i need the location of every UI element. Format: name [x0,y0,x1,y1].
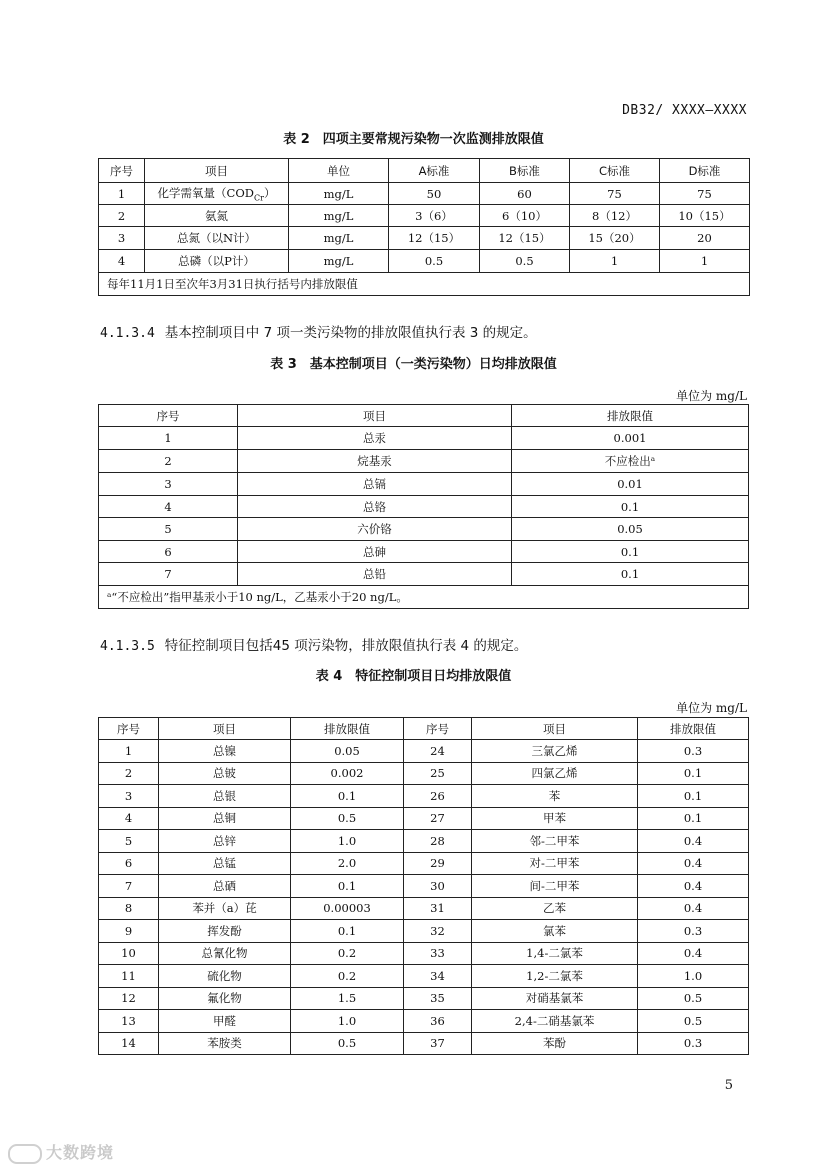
cell: 0.1 [512,541,749,563]
table4-caption: 表 4 特征控制项目日均排放限值 [315,669,512,684]
table4 [98,717,749,1055]
cell: 32 [404,920,472,943]
cell: mg/L [289,183,389,205]
cell: 2 [99,762,159,785]
table-row [99,942,749,965]
cell-item: 苯并（a）芘 [159,897,291,920]
cell: 0.3 [638,920,749,943]
cell: 0.1 [291,785,404,808]
cell: 24 [404,740,472,763]
table3-unit: 单位为 mg/L [676,389,747,403]
cell: 0.01 [512,473,749,496]
cell-item: 四氯乙烯 [472,762,638,785]
cell: 26 [404,785,472,808]
table2-header: 单位 [289,159,389,183]
table2-header: D标准 [660,159,750,183]
cell-item: 甲苯 [472,807,638,830]
clause-text: 基本控制项目中 7 项一类污染物的排放限值执行表 3 的规定。 [164,325,537,341]
cell: mg/L [289,227,389,250]
cell: 0.4 [638,897,749,920]
cell: mg/L [289,205,389,227]
table2 [98,158,750,296]
cell-item: 总银 [159,785,291,808]
table-row [99,740,749,763]
cell-item: 总铅 [238,563,512,586]
cell: 3 [99,785,159,808]
cell: 0.05 [291,740,404,763]
cell: 1.5 [291,987,404,1010]
cell-item: 总铜 [159,807,291,830]
cell: 0.5 [291,807,404,830]
table3-note-row [99,586,749,609]
table4-header: 排放限值 [638,718,749,740]
cell-item: 总氮（以N计） [145,227,289,250]
cell: 29 [404,852,472,875]
cell-item: 总镉 [238,473,512,496]
table2-note-row [99,273,750,296]
cell: 1.0 [291,1010,404,1033]
table-row [99,563,749,586]
cell: 31 [404,897,472,920]
table-row [99,852,749,875]
cell: 0.00003 [291,897,404,920]
table4-header-row [99,718,749,740]
table-row [99,1032,749,1055]
cell-item: 对-二甲苯 [472,852,638,875]
cell: 7 [99,875,159,898]
table-row [99,785,749,808]
cell: 12（15） [389,227,480,250]
table-row [99,427,749,450]
cell: 0.4 [638,875,749,898]
table2-header: 序号 [99,159,145,183]
cell: 36 [404,1010,472,1033]
cell: 7 [99,563,238,586]
cell-item: 乙苯 [472,897,638,920]
table2-caption: 表 2 四项主要常规污染物一次监测排放限值 [283,132,544,147]
cell: 25 [404,762,472,785]
cell: 75 [570,183,660,205]
clause-number: 4.1.3.5 [100,639,155,654]
cell: 不应检出ᵃ [512,450,749,473]
table3-header: 序号 [99,405,238,427]
table2-header: 项目 [145,159,289,183]
cell: 0.5 [291,1032,404,1055]
cell: 30 [404,875,472,898]
cell: 0.5 [638,1010,749,1033]
cell-item: 总汞 [238,427,512,450]
cell: 3 [99,473,238,496]
cell: 4 [99,807,159,830]
cell: 20 [660,227,750,250]
cell: 0.3 [638,740,749,763]
clause-text: 特征控制项目包括45 项污染物，排放限值执行表 4 的规定。 [164,638,528,654]
table4-body [99,740,749,1055]
table-row [99,183,750,205]
cell: 3（6） [389,205,480,227]
cell: 1 [99,740,159,763]
cell-item: 硫化物 [159,965,291,988]
table-row [99,473,749,496]
cell: 3 [99,227,145,250]
cell: 12（15） [480,227,570,250]
clause-4-1-3-5 [100,634,527,654]
document-code: DB32/ XXXX—XXXX [622,103,747,118]
cell: 35 [404,987,472,1010]
table-row [99,897,749,920]
cell: 60 [480,183,570,205]
table2-header: A标准 [389,159,480,183]
cell-item: 氟化物 [159,987,291,1010]
table-row [99,1010,749,1033]
table3-header: 项目 [238,405,512,427]
cell: 0.1 [638,762,749,785]
cell: 4 [99,496,238,518]
cell: 10（15） [660,205,750,227]
cell-item: 总锌 [159,830,291,853]
cell-item: 1,2-二氯苯 [472,965,638,988]
cell-item: 总铬 [238,496,512,518]
cell-item: 总铍 [159,762,291,785]
cell: 0.05 [512,518,749,541]
table-row [99,830,749,853]
table4-unit: 单位为 mg/L [676,701,747,715]
table4-header: 序号 [99,718,159,740]
cell: 9 [99,920,159,943]
cell: 0.002 [291,762,404,785]
cell-item: 烷基汞 [238,450,512,473]
cell: 0.2 [291,965,404,988]
cell-item: 总镍 [159,740,291,763]
table-row [99,920,749,943]
cell-item: 挥发酚 [159,920,291,943]
cell: 0.1 [512,496,749,518]
table3-header: 排放限值 [512,405,749,427]
cell: 2.0 [291,852,404,875]
cell-item: 间-二甲苯 [472,875,638,898]
clause-4-1-3-4 [100,321,537,341]
cell-item: 化学需氧量$(COD_{Cr})$ [145,183,289,205]
cell-item: 氨氮 [145,205,289,227]
cell: 0.2 [291,942,404,965]
cell: 75 [660,183,750,205]
table-row [99,762,749,785]
cell: 6 [99,541,238,563]
cell: 0.1 [291,920,404,943]
table4-header: 排放限值 [291,718,404,740]
cell-item: 甲醛 [159,1010,291,1033]
cell: 0.3 [638,1032,749,1055]
cell: 1 [570,250,660,273]
table4-header: 序号 [404,718,472,740]
table-row [99,875,749,898]
cell: 0.5 [638,987,749,1010]
cell: 0.1 [291,875,404,898]
watermark-text: 大数跨境 [46,1143,115,1162]
table3-note: ᵃ“不应检出”指甲基汞小于10 ng/L，乙基汞小于20 ng/L。 [99,586,749,609]
cell: 27 [404,807,472,830]
cell: 2 [99,205,145,227]
cell: 1.0 [638,965,749,988]
table-row [99,496,749,518]
table3-caption: 表 3 基本控制项目（一类污染物）日均排放限值 [270,357,557,372]
cell-item: 苯胺类 [159,1032,291,1055]
watermark [8,1140,114,1164]
cell-item: 2,4-二硝基氯苯 [472,1010,638,1033]
cell-item: 六价铬 [238,518,512,541]
cell: 5 [99,518,238,541]
table-row [99,205,750,227]
cell: 2 [99,450,238,473]
cell: 1 [660,250,750,273]
table2-note: 每年11月1日至次年3月31日执行括号内排放限值 [99,273,750,296]
table-row [99,807,749,830]
cell-item: 邻-二甲苯 [472,830,638,853]
cell: 1 [99,427,238,450]
cell-item: 苯酚 [472,1032,638,1055]
table2-header: B标准 [480,159,570,183]
cell: 12 [99,987,159,1010]
cell-item: 氯苯 [472,920,638,943]
page-number: 5 [724,1078,733,1093]
cell: 13 [99,1010,159,1033]
table-row [99,965,749,988]
cell-item: 对硝基氯苯 [472,987,638,1010]
cell: 0.1 [512,563,749,586]
table-row [99,518,749,541]
cell: 0.4 [638,852,749,875]
cell-item: 总氰化物 [159,942,291,965]
watermark-logo-icon [8,1144,42,1164]
cell: 15（20） [570,227,660,250]
cell: 14 [99,1032,159,1055]
clause-number: 4.1.3.4 [100,326,155,341]
cell: 0.5 [480,250,570,273]
cell: 37 [404,1032,472,1055]
cell: 0.4 [638,942,749,965]
cell: 11 [99,965,159,988]
cell: 34 [404,965,472,988]
cell: 0.001 [512,427,749,450]
cell: 10 [99,942,159,965]
table-row [99,987,749,1010]
cell-item: 三氯乙烯 [472,740,638,763]
table-row [99,450,749,473]
cell: 28 [404,830,472,853]
cell: 0.1 [638,807,749,830]
cell: 33 [404,942,472,965]
cell: 6 [99,852,159,875]
table3 [98,404,749,609]
cell: 0.5 [389,250,480,273]
cell: 0.1 [638,785,749,808]
cell: 0.4 [638,830,749,853]
cell-item: 1,4-二氯苯 [472,942,638,965]
table4-header: 项目 [472,718,638,740]
cell: 8 [99,897,159,920]
table3-header-row [99,405,749,427]
table4-header: 项目 [159,718,291,740]
table2-header-row [99,159,750,183]
cell-item: 总磷（以P计） [145,250,289,273]
cell-item: 苯 [472,785,638,808]
cell: 4 [99,250,145,273]
cell-item: 总硒 [159,875,291,898]
cell: 5 [99,830,159,853]
cell: 8（12） [570,205,660,227]
cell: 6（10） [480,205,570,227]
cell: 1 [99,183,145,205]
cell: 1.0 [291,830,404,853]
table-row [99,227,750,250]
cell-item: 总砷 [238,541,512,563]
table2-header: C标准 [570,159,660,183]
table-row [99,541,749,563]
cell: mg/L [289,250,389,273]
cell-item: 总锰 [159,852,291,875]
cell: 50 [389,183,480,205]
table-row [99,250,750,273]
